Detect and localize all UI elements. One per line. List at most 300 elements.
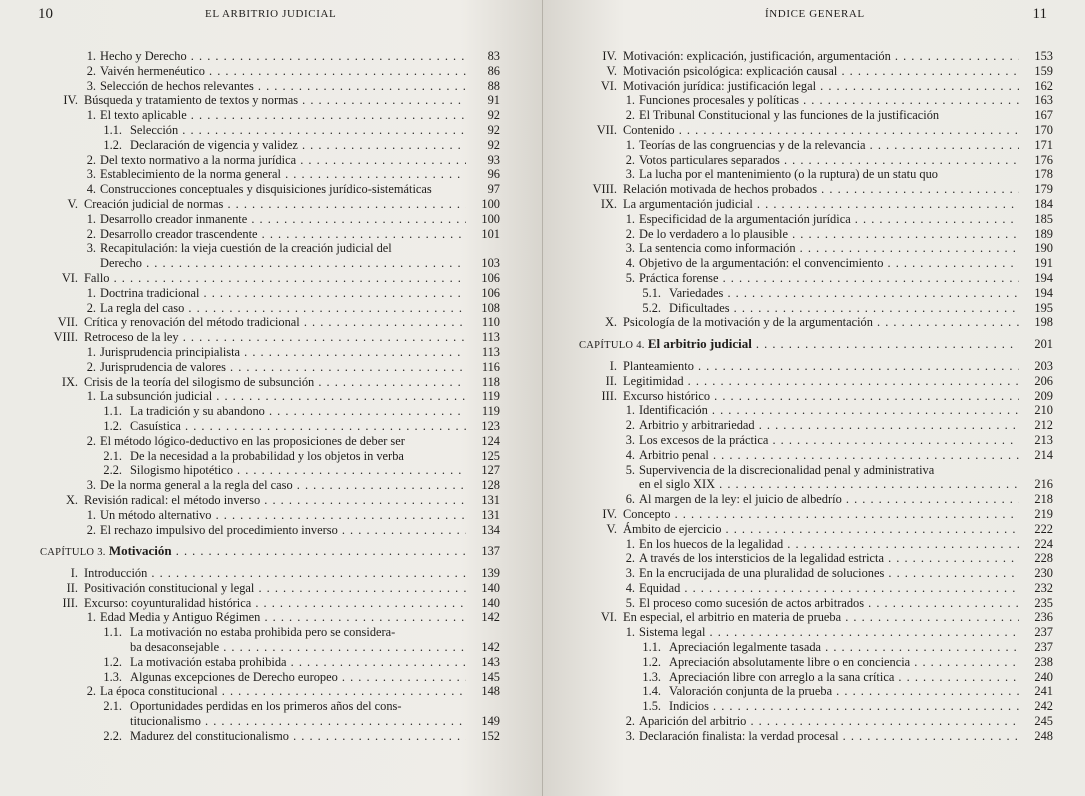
toc-entry-title: Hecho y Derecho . . .	[100, 49, 466, 64]
toc-entry	[579, 227, 1053, 242]
toc-entry-title: Un método alternativo . . .	[100, 508, 466, 523]
toc-page-number: 113	[481, 344, 500, 359]
toc-entry-number: 2.	[86, 152, 96, 167]
toc-entry	[40, 581, 500, 596]
toc-page-number: 143	[481, 654, 500, 669]
toc-page-number: 92	[487, 137, 500, 152]
toc-entry	[40, 625, 500, 640]
toc-entry	[579, 522, 1053, 537]
toc-entry-number: 5.2.	[642, 300, 661, 315]
toc-page-number: 214	[1034, 447, 1053, 462]
toc-page-number: 162	[1034, 78, 1053, 93]
toc-page-number: 212	[1034, 418, 1053, 433]
toc-entry	[579, 374, 1053, 389]
toc-entry	[579, 197, 1053, 212]
toc-page-number: 245	[1034, 714, 1053, 729]
toc-page-number: 140	[481, 595, 500, 610]
toc-entry-number: 1.	[625, 625, 635, 640]
toc-entry-number: 2.	[86, 300, 96, 315]
toc-entry-number: 1.3.	[103, 669, 122, 684]
toc-entry-title: Recapitulación: la vieja cuestión de la creación judicial del	[100, 241, 392, 256]
toc-entry	[579, 596, 1053, 611]
toc-entry	[40, 345, 500, 360]
toc-entry	[579, 286, 1053, 301]
toc-page-number: 206	[1034, 373, 1053, 388]
toc-entry-title: Establecimiento de la norma general . . .	[100, 167, 466, 182]
toc-entry	[579, 551, 1053, 566]
toc-entry	[40, 301, 500, 316]
toc-entry-number: VI.	[600, 78, 617, 93]
toc-entry-number: 2.	[625, 418, 635, 433]
right-page	[543, 0, 1085, 796]
toc-entry-number: VII.	[596, 122, 617, 137]
toc-page-number: 179	[1034, 182, 1053, 197]
toc-page-number: 219	[1034, 506, 1053, 521]
toc-entry	[40, 404, 500, 419]
toc-chapter-row	[40, 544, 500, 559]
toc-page-number: 145	[481, 669, 500, 684]
toc-page-number: 118	[481, 374, 500, 389]
toc-page-number: 218	[1034, 492, 1053, 507]
toc-entry	[40, 227, 500, 242]
toc-entry-number: 1.	[625, 403, 635, 418]
toc-page-number: 178	[1034, 167, 1053, 182]
toc-entry-title: Al margen de la ley: el juicio de albedrío . . .	[639, 492, 1019, 507]
toc-page-number: 103	[481, 256, 500, 271]
toc-page-number: 123	[481, 418, 500, 433]
toc-page-number: 152	[481, 728, 500, 743]
toc-entry-number: 2.	[625, 152, 635, 167]
toc-entry-title: Variedades . . .	[669, 286, 1019, 301]
toc-entry	[40, 212, 500, 227]
toc-entry	[40, 167, 500, 182]
toc-entry-number: 2.	[625, 108, 635, 123]
toc-entry-title: De la necesidad a la probabilidad y los objetos in verba	[130, 448, 404, 463]
toc-entry	[579, 610, 1053, 625]
toc-entry-title: Derecho . . .	[100, 256, 466, 271]
toc-entry-title: Construcciones conceptuales y disquisiciones jurídico-sistemáticas	[100, 182, 432, 197]
toc-entry	[579, 566, 1053, 581]
toc-page-number: 167	[1034, 108, 1053, 123]
toc-entry	[579, 625, 1053, 640]
toc-entry	[579, 492, 1053, 507]
toc-entry	[40, 714, 500, 729]
toc-entry-title: Declaración de vigencia y validez . . .	[130, 138, 466, 153]
toc-page-number: 213	[1034, 432, 1053, 447]
toc-entry-title: Concepto . . .	[623, 507, 1019, 522]
toc-page-number: 93	[487, 152, 500, 167]
toc-entry	[579, 301, 1053, 316]
toc-entry	[40, 434, 500, 449]
toc-entry-title: El Tribunal Constitucional y las funciones de la justificación	[639, 108, 940, 123]
toc-page-number: 216	[1034, 477, 1053, 492]
page-number: 11	[1032, 6, 1047, 22]
toc-entry-title: Contenido . . .	[623, 123, 1019, 138]
toc-entry-number: VII.	[57, 315, 78, 330]
toc-entry-number: 5.	[625, 595, 635, 610]
toc-entry	[579, 729, 1053, 744]
toc-entry-title: Búsqueda y tratamiento de textos y normas . . .	[84, 93, 466, 108]
toc-entry-title: En especial, el arbitrio en materia de prueba . . .	[623, 610, 1019, 625]
toc-entry	[579, 108, 1053, 123]
toc-entry-number: 5.1.	[642, 285, 661, 300]
toc-entry-title: Sistema legal . . .	[639, 625, 1019, 640]
toc-entry	[579, 670, 1053, 685]
toc-entry-title: La sentencia como información . . .	[639, 241, 1019, 256]
toc-entry	[40, 699, 500, 714]
toc-entry-number: 1.	[86, 49, 96, 63]
toc-entry	[579, 448, 1053, 463]
toc-entry-number: I.	[70, 566, 78, 581]
toc-entry-title: Arbitrio penal . . .	[639, 448, 1019, 463]
toc-entry-title: Desarrollo creador inmanente . . .	[100, 212, 466, 227]
toc-entry-title: Crisis de la teoría del silogismo de subsunción . . .	[84, 375, 466, 390]
toc-entry	[579, 714, 1053, 729]
toc-page-number: 236	[1034, 610, 1053, 625]
toc-entry-title: Funciones procesales y políticas . . .	[639, 93, 1019, 108]
toc-entry-title: Retroceso de la ley . . .	[84, 330, 466, 345]
toc-entry-title: Selección de hechos relevantes . . .	[100, 79, 466, 94]
toc-entry-number: III.	[62, 595, 78, 610]
toc-entry	[40, 523, 500, 538]
toc-entry	[40, 493, 500, 508]
toc-entry-number: 3.	[86, 167, 96, 182]
toc-entry-number: IV.	[602, 506, 617, 521]
toc-entry	[579, 389, 1053, 404]
toc-entry-title: Especificidad de la argumentación jurídica . . .	[639, 212, 1019, 227]
toc-entry-number: 5.	[625, 270, 635, 285]
toc-entry-title: Supervivencia de la discrecionalidad penal y administrativa	[639, 462, 935, 477]
toc-page-number: 148	[481, 684, 500, 699]
toc-entry	[40, 655, 500, 670]
toc-entry-title: Indicios . . .	[669, 699, 1019, 714]
toc-entry	[40, 286, 500, 301]
toc-page-number: 189	[1034, 226, 1053, 241]
toc-page-number: 238	[1034, 654, 1053, 669]
toc-entry-number: 1.	[625, 137, 635, 152]
toc-entry-number: 3.	[625, 241, 635, 256]
toc-entry	[40, 375, 500, 390]
toc-entry	[579, 537, 1053, 552]
toc-entry-title: La argumentación judicial . . .	[623, 197, 1019, 212]
toc-page-number: 106	[481, 270, 500, 285]
toc-entry-title: ba desaconsejable . . .	[130, 640, 466, 655]
toc-chapter-title: El arbitrio judicial	[647, 337, 752, 352]
toc-entry-title: De la norma general a la regla del caso . . .	[100, 478, 466, 493]
toc-entry-title: Votos particulares separados . . .	[639, 153, 1019, 168]
toc-entry-title: Teorías de las congruencias y de la relevancia . . .	[639, 138, 1019, 153]
toc-entry	[579, 64, 1053, 79]
toc-entry	[579, 256, 1053, 271]
toc-page-number: 201	[1034, 337, 1053, 352]
toc-chapter-heading	[40, 544, 466, 561]
toc-entry-title: Arbitrio y arbitrariedad . . .	[639, 418, 1019, 433]
toc-entry	[579, 79, 1053, 94]
toc-entry-number: 1.3.	[642, 669, 661, 684]
toc-page-number: 83	[487, 49, 500, 63]
toc-entry-number: 4.	[86, 182, 96, 197]
toc-entry	[579, 477, 1053, 492]
toc-entry-title: Apreciación absolutamente libre o en conciencia . . .	[669, 655, 1019, 670]
toc-entry-number: 1.	[625, 536, 635, 551]
toc-entry	[579, 684, 1053, 699]
toc-entry-number: 1.	[86, 344, 96, 359]
toc-entry	[40, 596, 500, 611]
toc-page-number: 100	[481, 211, 500, 226]
toc-page-number: 116	[481, 359, 500, 374]
toc-entry-number: 1.4.	[642, 684, 661, 699]
toc-entry-number: 1.2.	[103, 137, 122, 152]
toc-entry	[40, 256, 500, 271]
toc-entry-number: V.	[67, 196, 78, 211]
toc-entry-number: 1.2.	[642, 654, 661, 669]
toc-page-number: 92	[487, 108, 500, 123]
toc-entry-title: en el siglo XIX . . .	[639, 477, 1019, 492]
toc-chapter-heading	[579, 337, 1019, 354]
toc-entry-title: Apreciación libre con arreglo a la sana crítica . . .	[669, 670, 1019, 685]
toc-entry-title: Apreciación legalmente tasada . . .	[669, 640, 1019, 655]
toc-entry-title: Madurez del constitucionalismo . . .	[130, 729, 466, 744]
toc-page-number: 240	[1034, 669, 1053, 684]
toc-entry	[40, 315, 500, 330]
toc-entry-title: El rechazo impulsivo del procedimiento inverso . . .	[100, 523, 466, 538]
toc-page-number: 241	[1034, 684, 1053, 699]
toc-page-number: 198	[1034, 315, 1053, 330]
toc-entry	[40, 670, 500, 685]
toc-entry-number: 1.	[86, 211, 96, 226]
toc-entry-number: 1.	[86, 108, 96, 123]
toc-entry-title: Vaivén hermenéutico . . .	[100, 64, 466, 79]
toc-page-number: 108	[481, 300, 500, 315]
toc-page-number: 171	[1034, 137, 1053, 152]
toc-entry-title: Excurso: coyunturalidad histórica . . .	[84, 596, 466, 611]
toc-entry-number: VIII.	[53, 330, 78, 345]
toc-entry-title: Jurisprudencia de valores . . .	[100, 360, 466, 375]
toc-entry-number: 1.5.	[642, 699, 661, 714]
toc-entry-number: 3.	[86, 478, 96, 493]
toc-chapter-label: CAPÍTULO 3.	[40, 547, 106, 559]
toc-entry-title: La época constitucional . . .	[100, 684, 466, 699]
toc-entry-number: 2.2.	[103, 728, 122, 743]
toc-entry-title: Aparición del arbitrio . . .	[639, 714, 1019, 729]
toc-entry-title: Equidad . . .	[639, 581, 1019, 596]
toc-entry-title: Selección . . .	[130, 123, 466, 138]
toc-entry	[579, 93, 1053, 108]
toc-entry	[579, 359, 1053, 374]
toc-entry-title: En la encrucijada de una pluralidad de soluciones . . .	[639, 566, 1019, 581]
toc-entry	[40, 463, 500, 478]
toc-entry-title: Fallo . . .	[84, 271, 466, 286]
toc-chapter-title: Motivación	[108, 544, 172, 559]
toc-entry-title: Del texto normativo a la norma jurídica . . .	[100, 153, 466, 168]
toc-entry-title: Motivación jurídica: justificación legal . . .	[623, 79, 1019, 94]
toc-entry-number: 1.	[86, 610, 96, 625]
toc-page-number: 242	[1034, 699, 1053, 714]
toc-entry-number: 3.	[625, 432, 635, 447]
toc-entry	[579, 212, 1053, 227]
toc-page-number: 210	[1034, 403, 1053, 418]
toc-entry	[40, 108, 500, 123]
toc-entry-title: Oportunidades perdidas en los primeros años del cons-	[130, 699, 402, 714]
toc-entry-title: A través de los intersticios de la legalidad estricta . . .	[639, 551, 1019, 566]
toc-page-number: 170	[1034, 122, 1053, 137]
toc-page-number: 153	[1034, 49, 1053, 63]
toc-page-number: 131	[481, 507, 500, 522]
toc-entry	[579, 182, 1053, 197]
toc-entry	[579, 581, 1053, 596]
toc-entry-number: 1.1.	[103, 404, 122, 419]
toc-page-number: 119	[481, 389, 500, 404]
toc-entry	[40, 389, 500, 404]
page-number: 10	[38, 6, 53, 22]
toc-page-number: 237	[1034, 640, 1053, 655]
toc-entry	[579, 640, 1053, 655]
toc-entry-title: Dificultades . . .	[669, 301, 1019, 316]
toc-entry-title: En los huecos de la legalidad . . .	[639, 537, 1019, 552]
toc-entry-number: 2.1.	[103, 699, 122, 714]
toc-entry-number: X.	[65, 492, 78, 507]
toc-entry-number: 6.	[625, 492, 635, 507]
toc-page-number: 96	[487, 167, 500, 182]
toc-entry-number: 2.	[86, 684, 96, 699]
toc-entry-number: 1.1.	[642, 640, 661, 655]
toc-entry-title: Valoración conjunta de la prueba . . .	[669, 684, 1019, 699]
toc-entry-title: Motivación psicológica: explicación causal . . .	[623, 64, 1019, 79]
toc-entry-title: La lucha por el mantenimiento (o la ruptura) de un statu quo	[639, 167, 939, 182]
toc-entry-number: VIII.	[592, 182, 617, 197]
toc-entry	[40, 478, 500, 493]
toc-entry-number: 2.	[86, 226, 96, 241]
toc-entry-title: La regla del caso . . .	[100, 301, 466, 316]
toc-entry-title: Algunas excepciones de Derecho europeo . . .	[130, 670, 466, 685]
toc-entry-number: II.	[605, 373, 617, 388]
toc-entry	[579, 138, 1053, 153]
toc-page-number: 142	[481, 610, 500, 625]
toc-entry	[40, 197, 500, 212]
toc-entry	[579, 167, 1053, 182]
toc-page-number: 203	[1034, 358, 1053, 373]
toc-entry-number: 4.	[625, 256, 635, 271]
toc-entry	[579, 463, 1053, 478]
toc-page-number: 100	[481, 196, 500, 211]
toc-page-number: 140	[481, 580, 500, 595]
toc-entry-title: La motivación estaba prohibida . . .	[130, 655, 466, 670]
toc-entry-title: Doctrina tradicional . . .	[100, 286, 466, 301]
toc-page-number: 224	[1034, 536, 1053, 551]
toc-page-number: 137	[481, 544, 500, 559]
toc-entry-title: Identificación . . .	[639, 403, 1019, 418]
toc-entry-number: 2.	[86, 433, 96, 448]
toc-entry-number: 1.	[625, 211, 635, 226]
toc-page-number: 209	[1034, 388, 1053, 403]
toc-entry	[40, 138, 500, 153]
toc-entry-number: VI.	[61, 270, 78, 285]
running-head: EL ARBITRIO JUDICIAL	[205, 8, 337, 20]
toc-entry-number: 4.	[625, 447, 635, 462]
toc-entry-title: La motivación no estaba prohibida pero se considera-	[130, 625, 396, 640]
toc-entry	[579, 315, 1053, 330]
table-of-contents	[579, 49, 1053, 744]
toc-page-number: 194	[1034, 285, 1053, 300]
toc-entry-title: Planteamiento . . .	[623, 359, 1019, 374]
toc-page-number: 194	[1034, 270, 1053, 285]
toc-entry	[40, 684, 500, 699]
toc-entry-title: Objetivo de la argumentación: el convencimiento . . .	[639, 256, 1019, 271]
toc-chapter-row	[579, 337, 1053, 352]
toc-entry	[579, 49, 1053, 64]
toc-entry-title: Declaración finalista: la verdad procesal . . .	[639, 729, 1019, 744]
toc-entry-number: 2.	[625, 714, 635, 729]
toc-entry	[40, 153, 500, 168]
toc-entry-number: 1.	[86, 507, 96, 522]
toc-entry-title: La tradición y su abandono . . .	[130, 404, 466, 419]
toc-page-number: 230	[1034, 566, 1053, 581]
toc-entry	[40, 271, 500, 286]
toc-entry	[40, 241, 500, 256]
toc-page-number: 190	[1034, 241, 1053, 256]
toc-entry-number: 1.	[625, 93, 635, 108]
toc-page-number: 191	[1034, 256, 1053, 271]
toc-page-number: 159	[1034, 63, 1053, 78]
toc-entry-number: 2.	[625, 551, 635, 566]
toc-entry-number: 1.	[86, 389, 96, 404]
toc-entry-title: Práctica forense . . .	[639, 271, 1019, 286]
toc-entry	[40, 123, 500, 138]
toc-entry	[40, 640, 500, 655]
toc-entry-number: 3.	[86, 78, 96, 93]
toc-entry-number: V.	[606, 521, 617, 536]
table-of-contents	[40, 49, 500, 744]
toc-entry	[579, 699, 1053, 714]
toc-page-number: 248	[1034, 728, 1053, 743]
toc-entry-title: Creación judicial de normas . . .	[84, 197, 466, 212]
toc-entry-title: Revisión radical: el método inverso . . .	[84, 493, 466, 508]
toc-entry-number: IV.	[63, 93, 78, 108]
toc-entry-title: Psicología de la motivación y de la argumentación . . .	[623, 315, 1019, 330]
toc-page-number: 134	[481, 522, 500, 537]
toc-entry-title: Motivación: explicación, justificación, argumentación . . .	[623, 49, 1019, 64]
toc-page-number: 176	[1034, 152, 1053, 167]
toc-entry	[579, 418, 1053, 433]
running-head: ÍNDICE GENERAL	[765, 8, 865, 20]
toc-entry-number: 2.	[625, 226, 635, 241]
toc-entry-title: Silogismo hipotético . . .	[130, 463, 466, 478]
toc-page-number: 125	[481, 448, 500, 463]
toc-chapter-label: CAPÍTULO 4.	[579, 340, 645, 352]
toc-entry	[40, 182, 500, 197]
toc-entry-title: El proceso como sucesión de actos arbitrados . . .	[639, 596, 1019, 611]
toc-entry-title: La subsunción judicial . . .	[100, 389, 466, 404]
toc-entry-number: 2.2.	[103, 463, 122, 478]
toc-entry	[579, 433, 1053, 448]
toc-entry-number: 3.	[625, 566, 635, 581]
toc-page-number: 163	[1034, 93, 1053, 108]
toc-entry-title: El texto aplicable . . .	[100, 108, 466, 123]
toc-entry-number: 1.2.	[103, 418, 122, 433]
toc-entry-number: 3.	[625, 728, 635, 743]
toc-entry	[579, 271, 1053, 286]
toc-page-number: 127	[481, 463, 500, 478]
toc-entry	[40, 566, 500, 581]
toc-entry	[40, 419, 500, 434]
toc-entry-number: 2.	[86, 63, 96, 78]
toc-page-number: 149	[481, 714, 500, 729]
toc-entry-title: Edad Media y Antiguo Régimen . . .	[100, 610, 466, 625]
toc-entry-title: Excurso histórico . . .	[623, 389, 1019, 404]
toc-entry-number: V.	[606, 63, 617, 78]
toc-entry	[40, 64, 500, 79]
toc-entry-title: titucionalismo . . .	[130, 714, 466, 729]
